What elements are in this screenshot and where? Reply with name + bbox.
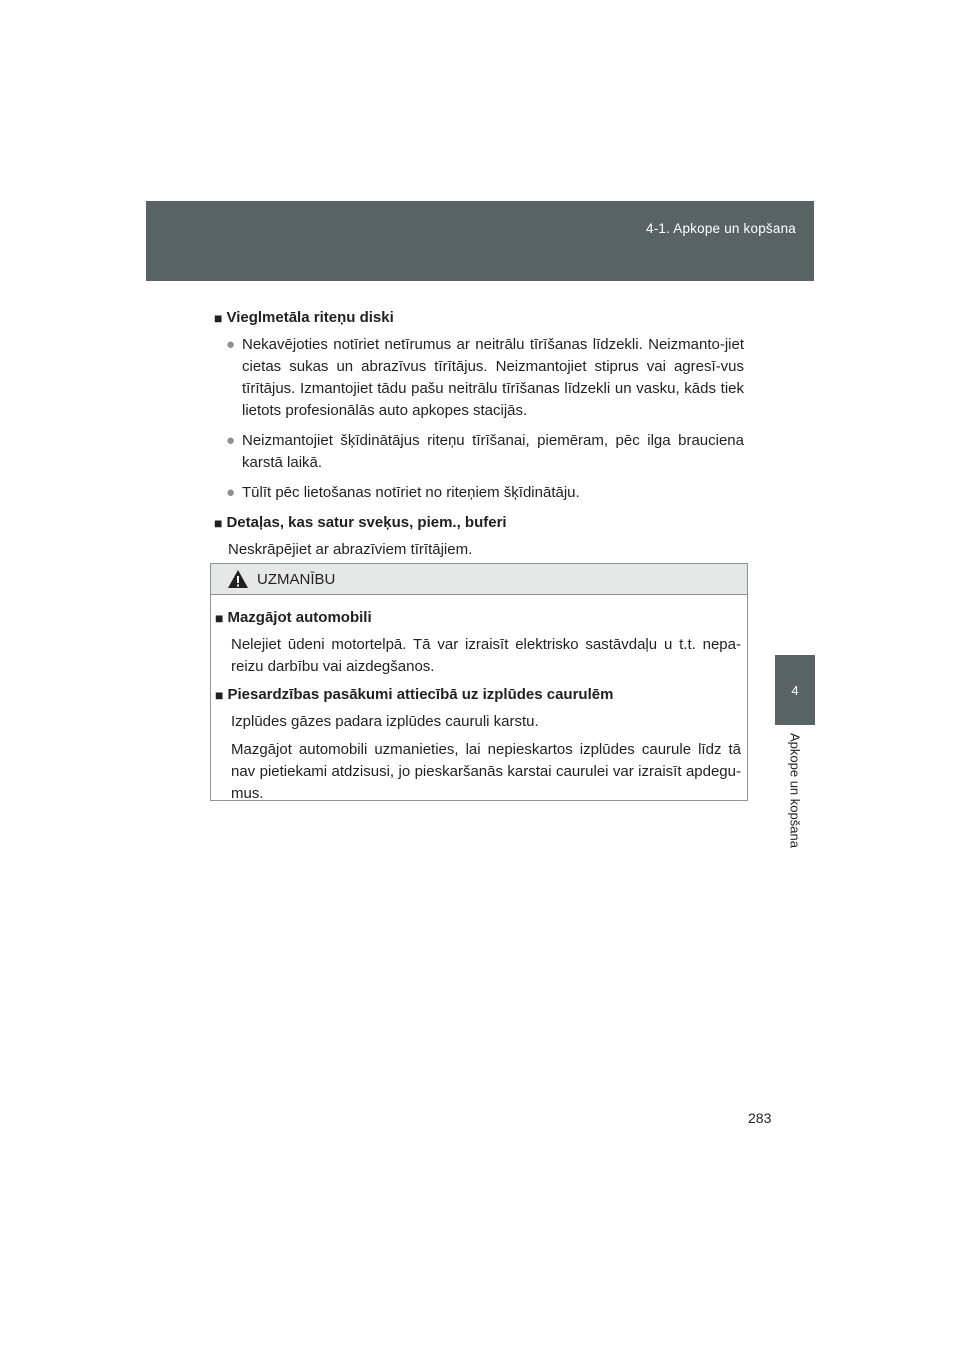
section-heading-text: Piesardzības pasākumi attiecībā uz izplūdes caurulēm [227, 686, 614, 703]
list-item [214, 430, 744, 474]
list-item [214, 482, 744, 504]
list-item [214, 334, 744, 422]
caution-box [210, 563, 748, 801]
caution-heading-washing [215, 607, 741, 629]
section-heading-text: Vieglmetāla riteņu diski [226, 309, 394, 326]
section-heading-resin-parts [214, 512, 744, 534]
caution-paragraph: Izplūdes gāzes padara izplūdes cauruli karstu. [231, 713, 539, 730]
caution-heading-exhaust [215, 684, 741, 706]
main-content [214, 307, 744, 569]
chapter-side-label: Apkope un kopšana [787, 733, 803, 848]
section-heading-wheels [214, 307, 744, 329]
caution-paragraph: Nelejiet ūdeni motortelpā. Tā var izraisīt elektrisko sastāvdaļu u t.t. nepa-reizu darbību vai aizdegšanos. [231, 636, 741, 675]
circle-bullet-icon: ● [226, 336, 236, 353]
page-number: 283 [748, 1110, 772, 1126]
warning-triangle-icon [227, 569, 249, 589]
square-bullet-icon: ■ [214, 310, 223, 326]
caution-body [211, 595, 747, 805]
section-heading-text: Detaļas, kas satur sveķus, piem., buferi [226, 514, 507, 531]
section-paragraph: Neskrāpējiet ar abrazīviem tīrītājiem. [228, 541, 473, 558]
square-bullet-icon: ■ [214, 515, 223, 531]
section-heading-text: Mazgājot automobili [227, 609, 372, 626]
chapter-header-band [146, 201, 814, 281]
chapter-number: 4 [791, 682, 799, 698]
circle-bullet-icon: ● [226, 432, 236, 449]
list-item-text: Tūlīt pēc lietošanas notīriet no riteņiem šķīdinātāju. [242, 484, 580, 501]
chapter-side-tab [775, 655, 815, 725]
caution-header [211, 564, 747, 595]
list-item-text: Neizmantojiet šķīdinātājus riteņu tīrīšanai, piemēram, pēc ilga brauciena karstā laikā. [242, 432, 744, 471]
caution-title: UZMANĪBU [257, 570, 336, 588]
list-item-text: Nekavējoties notīriet netīrumus ar neitrālu tīrīšanas līdzekli. Neizmanto-jiet cietas sukas un abrazīvus tīrītājus. Neizmantojiet stiprus vai agresī-vus tīrītājus. Izmantojiet tādu pašu neitrālu tīrīšanas līdzekli un vasku, kāds tiek lietots profesionālās auto apkopes stacijās. [242, 336, 744, 419]
circle-bullet-icon: ● [226, 484, 236, 501]
square-bullet-icon: ■ [215, 610, 224, 626]
square-bullet-icon: ■ [215, 687, 224, 703]
chapter-header-title: 4-1. Apkope un kopšana [645, 221, 796, 236]
caution-paragraph: Mazgājot automobili uzmanieties, lai nepieskartos izplūdes caurule līdz tā nav pietiekami atdzisusi, jo pieskaršanās karstai caurulei var izraisīt apdegu-mus. [231, 741, 741, 802]
